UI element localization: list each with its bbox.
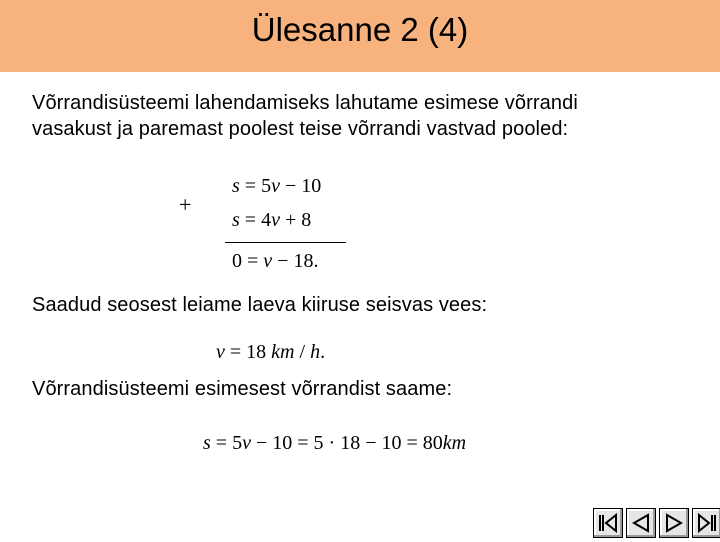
equation-result: 0 = v − 18. <box>232 250 319 272</box>
distance-equation: s = 5v − 10 = 5 · 18 − 10 = 80km <box>203 432 467 454</box>
slide-navigation <box>593 508 720 542</box>
speed-equation: v = 18 km / h. <box>216 341 326 363</box>
intro-paragraph <box>32 90 578 142</box>
first-slide-button[interactable] <box>593 508 623 538</box>
intro-line-1: Võrrandisüsteemi lahendamiseks lahutame esimese võrrandi <box>32 92 578 114</box>
plus-sign: + <box>179 192 192 217</box>
title-bar <box>0 0 720 72</box>
next-slide-button[interactable] <box>659 508 689 538</box>
distance-text: Võrrandisüsteemi esimesest võrrandist saame: <box>32 378 453 400</box>
equation-2: s = 4v + 8 <box>232 209 312 231</box>
last-slide-icon <box>697 513 717 533</box>
intro-line-2: vasakust ja paremast poolest teise võrrandi vastvad pooled: <box>32 118 569 140</box>
previous-slide-button[interactable] <box>626 508 656 538</box>
speed-text: Saadud seosest leiame laeva kiiruse seisvas vees: <box>32 294 488 316</box>
last-slide-button[interactable] <box>692 508 720 538</box>
previous-slide-icon <box>631 513 651 533</box>
equation-1: s = 5v − 10 <box>232 175 322 197</box>
subtraction-line <box>225 242 346 243</box>
slide-title: Ülesanne 2 (4) <box>251 11 469 48</box>
first-slide-icon <box>598 513 618 533</box>
next-slide-icon <box>664 513 684 533</box>
